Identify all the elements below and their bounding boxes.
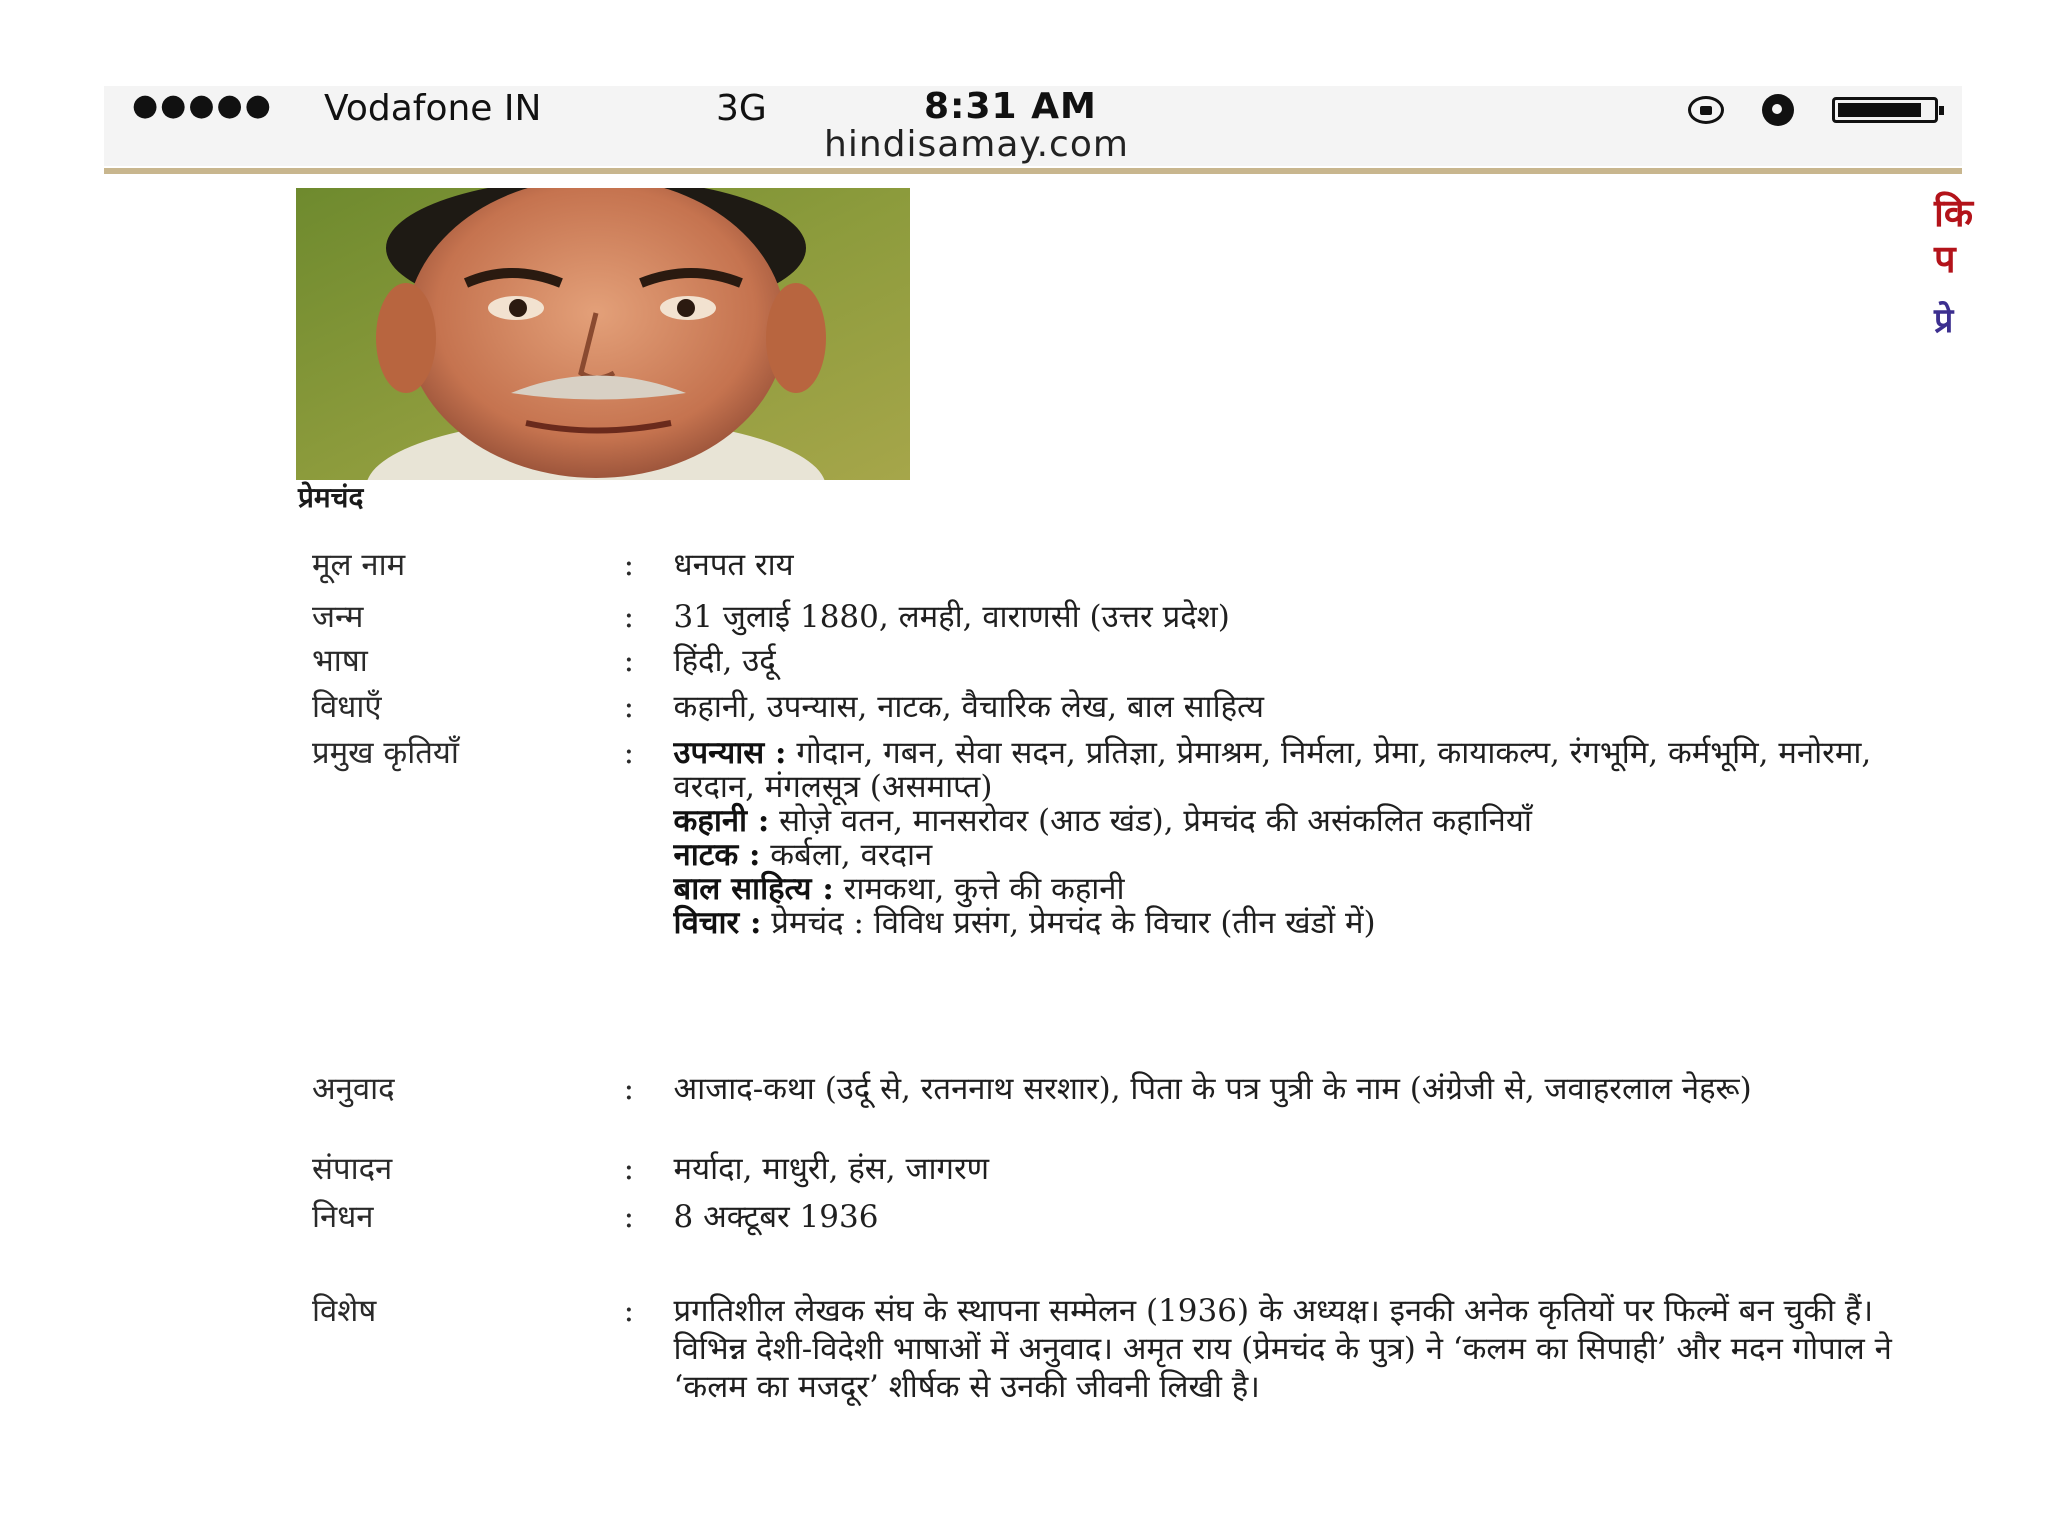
works-list: सोज़े वतन, मानसरोवर (आठ खंड), प्रेमचंद की असंकलित कहानियाँ <box>769 803 1532 839</box>
detail-separator: : <box>623 735 635 771</box>
detail-value: 8 अक्टूबर 1936 <box>673 1199 879 1235</box>
works-children <box>674 872 1912 906</box>
portrait-image <box>296 188 910 480</box>
detail-value: हिंदी, उर्दू <box>673 643 776 679</box>
works-list: कर्बला, वरदान <box>760 837 933 873</box>
detail-row-translation <box>312 1072 1912 1152</box>
works-list: गोदान, गबन, सेवा सदन, प्रतिज्ञा, प्रेमाश्रम, निर्मला, प्रेमा, कायाकल्प, रंगभूमि, कर्मभूमि, मनोरमा, वरदान, मंगलसूत्र (असमाप्त) <box>673 735 1872 805</box>
header-divider <box>104 168 1962 174</box>
carrier-name: Vodafone IN <box>324 88 542 129</box>
clipped-link-1[interactable]: कि <box>1934 190 1974 235</box>
clipped-link-2[interactable]: प <box>1934 236 1956 281</box>
detail-row-death <box>312 1200 1912 1292</box>
detail-separator: : <box>623 547 635 583</box>
works-category-heading: उपन्यास : <box>673 735 787 771</box>
detail-row-language <box>312 644 1912 690</box>
detail-label: जन्म <box>312 599 364 635</box>
status-time: 8:31 AM <box>924 86 1097 127</box>
signal-strength-icon: ●●●●● <box>132 88 273 123</box>
detail-separator: : <box>623 599 635 635</box>
works-novels <box>674 736 1912 804</box>
author-portrait <box>296 188 910 480</box>
works-category-heading: कहानी : <box>673 803 770 839</box>
detail-row-special <box>312 1292 1912 1406</box>
detail-label: प्रमुख कृतियाँ <box>312 735 459 771</box>
detail-label: विधाएँ <box>312 689 382 725</box>
detail-separator: : <box>623 1199 635 1235</box>
detail-row-birth <box>312 600 1912 644</box>
author-details <box>312 548 1912 1406</box>
detail-separator: : <box>623 643 635 679</box>
detail-value: प्रगतिशील लेखक संघ के स्थापना सम्मेलन (1936) के अध्यक्ष। इनकी अनेक कृतियों पर फिल्में बन चुकी हैं। विभिन्न देशी-विदेशी भाषाओं में अनुवाद। अमृत राय (प्रेमचंद के पुत्र) ने ‘कलम का सिपाही’ और मदन गोपाल ने ‘कलम का मजदूर’ शीर्षक से उनकी जीवनी लिखी है। <box>673 1293 1892 1405</box>
works-list: रामकथा, कुत्ते की कहानी <box>833 871 1125 907</box>
detail-label: अनुवाद <box>312 1071 395 1107</box>
works-stories <box>674 804 1912 838</box>
works-category-heading: नाटक : <box>673 837 761 873</box>
status-icons <box>1688 94 1938 126</box>
battery-icon <box>1832 97 1938 123</box>
detail-value: मर्यादा, माधुरी, हंस, जागरण <box>673 1151 990 1187</box>
battery-level <box>1838 103 1921 117</box>
detail-separator: : <box>623 1151 635 1187</box>
detail-label: निधन <box>312 1199 374 1235</box>
alarm-icon <box>1762 94 1794 126</box>
detail-separator: : <box>623 1293 635 1329</box>
detail-value: 31 जुलाई 1880, लमही, वाराणसी (उत्तर प्रदेश) <box>673 599 1230 635</box>
status-bar <box>104 86 1962 166</box>
detail-value: कहानी, उपन्यास, नाटक, वैचारिक लेख, बाल साहित्य <box>673 689 1265 725</box>
works-category-heading: बाल साहित्य : <box>673 871 834 907</box>
portrait-caption: प्रेमचंद <box>298 481 364 514</box>
detail-label: भाषा <box>312 643 368 679</box>
detail-label: विशेष <box>312 1293 377 1329</box>
detail-separator: : <box>623 689 635 725</box>
detail-label: संपादन <box>312 1151 393 1187</box>
rotation-lock-icon <box>1688 96 1724 124</box>
works-list: प्रेमचंद : विविध प्रसंग, प्रेमचंद के विचार (तीन खंडों में) <box>761 905 1376 941</box>
detail-row-genres <box>312 690 1912 736</box>
detail-label: मूल नाम <box>312 547 406 583</box>
detail-row-original-name <box>312 548 1912 600</box>
network-type: 3G <box>716 88 767 129</box>
detail-row-editing <box>312 1152 1912 1200</box>
clipped-link-3[interactable]: प्रे <box>1934 301 1954 341</box>
detail-value <box>674 736 1912 940</box>
address-bar-url[interactable]: hindisamay.com <box>824 124 1129 165</box>
detail-separator: : <box>623 1071 635 1107</box>
detail-value: धनपत राय <box>673 547 794 583</box>
works-category-heading: विचार : <box>673 905 762 941</box>
detail-value: आजाद-कथा (उर्दू से, रतननाथ सरशार), पिता के पत्र पुत्री के नाम (अंग्रेजी से, जवाहरलाल नेहरू) <box>673 1071 1752 1107</box>
works-plays <box>674 838 1912 872</box>
detail-row-major-works <box>312 736 1912 1072</box>
works-thoughts <box>674 906 1912 940</box>
